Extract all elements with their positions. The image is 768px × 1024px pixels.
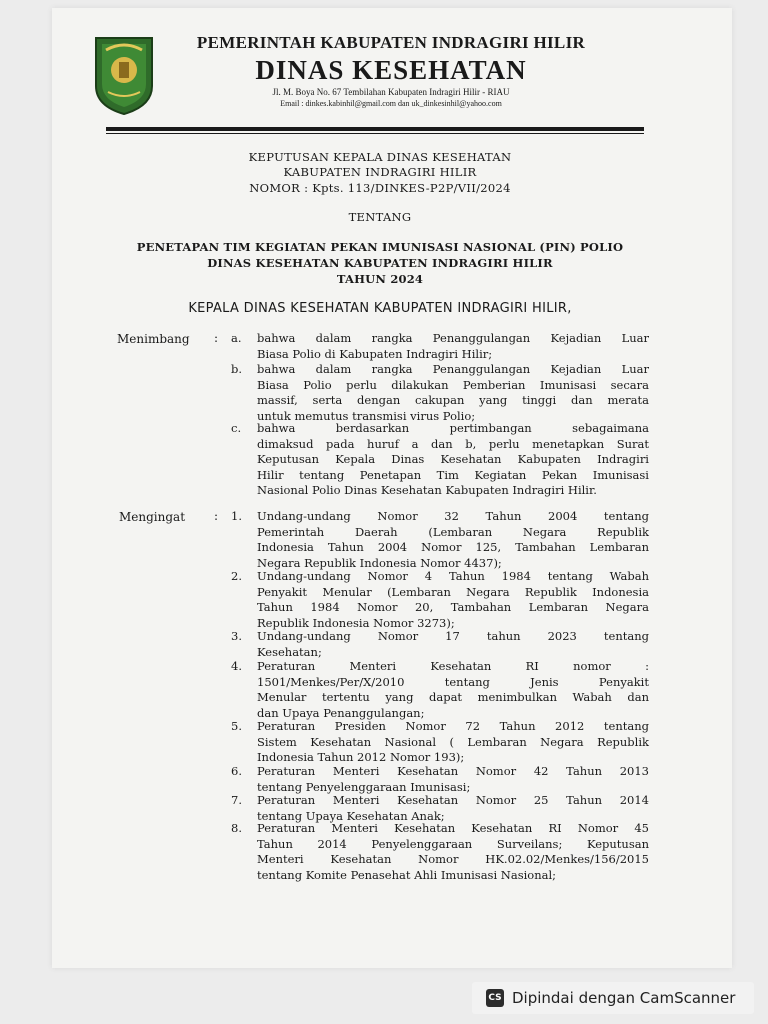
list-item-text bbox=[257, 764, 649, 795]
list-item-line: Peraturan Menteri Kesehatan Nomor 25 Tahun 2014 bbox=[257, 793, 649, 807]
mengingat-item bbox=[231, 719, 649, 766]
list-item-line: Undang-undang Nomor 17 tahun 2023 tentang bbox=[257, 629, 649, 643]
menimbang-item bbox=[231, 362, 649, 424]
list-item-line: 1501/Menkes/Per/X/2010 tentang Jenis Penyakit bbox=[257, 674, 649, 689]
list-item-marker: b. bbox=[231, 362, 243, 376]
mengingat-item bbox=[231, 659, 649, 721]
list-item-line: tentang Penyelenggaraan Imunisasi; bbox=[257, 779, 471, 794]
list-item-marker: 7. bbox=[231, 793, 242, 807]
list-item-line: Biasa Polio di Kabupaten Indragiri Hilir; bbox=[257, 346, 493, 361]
menimbang-label: Menimbang bbox=[117, 332, 190, 346]
mengingat-label: Mengingat bbox=[119, 510, 186, 524]
mengingat-item bbox=[231, 569, 649, 631]
list-item-text bbox=[257, 362, 649, 424]
list-item-line: bahwa dalam rangka Penanggulangan Kejadian Luar bbox=[257, 331, 649, 345]
list-item-line: Biasa Polio perlu dilakukan Pemberian Imunisasi secara bbox=[257, 377, 649, 392]
decree-title-line3: TAHUN 2024 bbox=[336, 272, 424, 286]
list-item-line: Indonesia Tahun 2012 Nomor 193); bbox=[257, 750, 465, 764]
letterhead-divider bbox=[106, 127, 644, 131]
menimbang-item bbox=[231, 331, 649, 362]
list-item-line: Menular tertentu yang dapat menimbulkan Wabah dan bbox=[257, 690, 649, 704]
decree-tentang: TENTANG bbox=[348, 210, 412, 224]
menimbang-colon: : bbox=[214, 331, 219, 345]
list-item-line: Kesehatan; bbox=[257, 644, 322, 659]
list-item-line: Peraturan Menteri Kesehatan RI nomor : bbox=[257, 659, 649, 673]
list-item-line: Indonesia Tahun 2004 Nomor 125, Tambahan Lembaran bbox=[257, 540, 649, 554]
list-item-line: Sistem Kesehatan Nasional ( Lembaran Negara Republik bbox=[257, 734, 649, 749]
list-item-line: Pemerintah Daerah (Lembaran Negara Republik bbox=[257, 524, 649, 539]
list-item-text bbox=[257, 629, 649, 660]
list-item-text bbox=[257, 659, 649, 721]
list-item-line: Negara Republik Indonesia Nomor 4437); bbox=[257, 555, 502, 570]
letterhead-divider-thin bbox=[106, 133, 644, 134]
list-item-line: Undang-undang Nomor 32 Tahun 2004 tentang bbox=[257, 509, 649, 523]
list-item-line: dimaksud pada huruf a dan b, perlu menetapkan Surat bbox=[257, 436, 649, 451]
mengingat-item bbox=[231, 629, 649, 660]
decree-heading-line1: KEPUTUSAN KEPALA DINAS KESEHATAN bbox=[248, 150, 512, 164]
list-item-line: Keputusan Kepala Dinas Kesehatan Kabupaten Indragiri bbox=[257, 452, 649, 466]
list-item-line: untuk memutus transmisi virus Polio; bbox=[257, 408, 476, 423]
list-item-text bbox=[257, 793, 649, 824]
decree-heading-line2: KABUPATEN INDRAGIRI HILIR bbox=[283, 165, 477, 179]
list-item-marker: 4. bbox=[231, 659, 242, 673]
mengingat-item bbox=[231, 793, 649, 824]
list-item-line: bahwa dalam rangka Penanggulangan Kejadian Luar bbox=[257, 362, 649, 376]
list-item-text bbox=[257, 421, 649, 499]
regency-coat-of-arms-icon bbox=[92, 34, 156, 116]
letterhead-address: Jl. M. Boya No. 67 Tembilahan Kabupaten Indragiri Hilir - RIAU bbox=[272, 87, 510, 97]
list-item-line: Peraturan Menteri Kesehatan Kesehatan RI Nomor 45 bbox=[257, 821, 649, 835]
list-item-line: tentang Upaya Kesehatan Anak; bbox=[257, 808, 445, 823]
list-item-text bbox=[257, 509, 649, 571]
letterhead-agency: DINAS KESEHATAN bbox=[255, 55, 527, 85]
list-item-marker: 8. bbox=[231, 821, 242, 835]
list-item-line: Peraturan Menteri Kesehatan Nomor 42 Tahun 2013 bbox=[257, 764, 649, 778]
list-item-line: Tahun 2014 Penyelenggaraan Surveilans; Keputusan bbox=[257, 836, 649, 851]
list-item-line: Hilir tentang Penetapan Tim Kegiatan Pekan Imunisasi bbox=[257, 467, 649, 482]
list-item-marker: c. bbox=[231, 421, 242, 435]
letterhead-email: Email : dinkes.kabinhil@gmail.com dan uk_dinkesinhil@yahoo.com bbox=[280, 99, 502, 108]
list-item-marker: 3. bbox=[231, 629, 242, 643]
decree-title-line2: DINAS KESEHATAN KABUPATEN INDRAGIRI HILIR bbox=[207, 256, 553, 270]
decree-number: NOMOR : Kpts. 113/DINKES-P2P/VII/2024 bbox=[249, 181, 511, 195]
camscanner-text: Dipindai dengan CamScanner bbox=[512, 989, 736, 1007]
list-item-text bbox=[257, 331, 649, 362]
mengingat-item bbox=[231, 509, 649, 571]
list-item-marker: 2. bbox=[231, 569, 242, 583]
list-item-marker: 5. bbox=[231, 719, 242, 733]
list-item-marker: 1. bbox=[231, 509, 242, 523]
camscanner-watermark bbox=[472, 982, 754, 1014]
list-item-text bbox=[257, 569, 649, 631]
mengingat-item bbox=[231, 821, 649, 883]
list-item-line: Penyakit Menular (Lembaran Negara Republik Indonesia bbox=[257, 584, 649, 599]
decree-title-line1: PENETAPAN TIM KEGIATAN PEKAN IMUNISASI NASIONAL (PIN) POLIO bbox=[136, 240, 624, 254]
list-item-line: Republik Indonesia Nomor 3273); bbox=[257, 615, 455, 630]
list-item-line: Menteri Kesehatan Nomor HK.02.02/Menkes/156/2015 bbox=[257, 852, 649, 866]
list-item-line: bahwa berdasarkan pertimbangan sebagaimana bbox=[257, 421, 649, 435]
list-item-line: Peraturan Presiden Nomor 72 Tahun 2012 tentang bbox=[257, 719, 649, 733]
list-item-line: dan Upaya Penanggulangan; bbox=[257, 705, 425, 720]
list-item-line: Undang-undang Nomor 4 Tahun 1984 tentang Wabah bbox=[257, 569, 649, 583]
mengingat-colon: : bbox=[214, 509, 219, 523]
list-item-text bbox=[257, 821, 649, 883]
list-item-line: Tahun 1984 Nomor 20, Tambahan Lembaran Negara bbox=[257, 600, 649, 614]
list-item-line: Nasional Polio Dinas Kesehatan Kabupaten Indragiri Hilir. bbox=[257, 483, 597, 497]
list-item-line: tentang Komite Penasehat Ahli Imunisasi Nasional; bbox=[257, 867, 557, 882]
letterhead-government: PEMERINTAH KABUPATEN INDRAGIRI HILIR bbox=[196, 33, 586, 52]
list-item-line: massif, serta dengan cakupan yang tinggi dan merata bbox=[257, 393, 649, 407]
list-item-marker: a. bbox=[231, 331, 242, 345]
decree-issuer: KEPALA DINAS KESEHATAN KABUPATEN INDRAGIRI HILIR, bbox=[188, 301, 572, 316]
list-item-text bbox=[257, 719, 649, 766]
camscanner-icon: CS bbox=[486, 989, 504, 1007]
menimbang-item bbox=[231, 421, 649, 499]
mengingat-item bbox=[231, 764, 649, 795]
list-item-marker: 6. bbox=[231, 764, 242, 778]
